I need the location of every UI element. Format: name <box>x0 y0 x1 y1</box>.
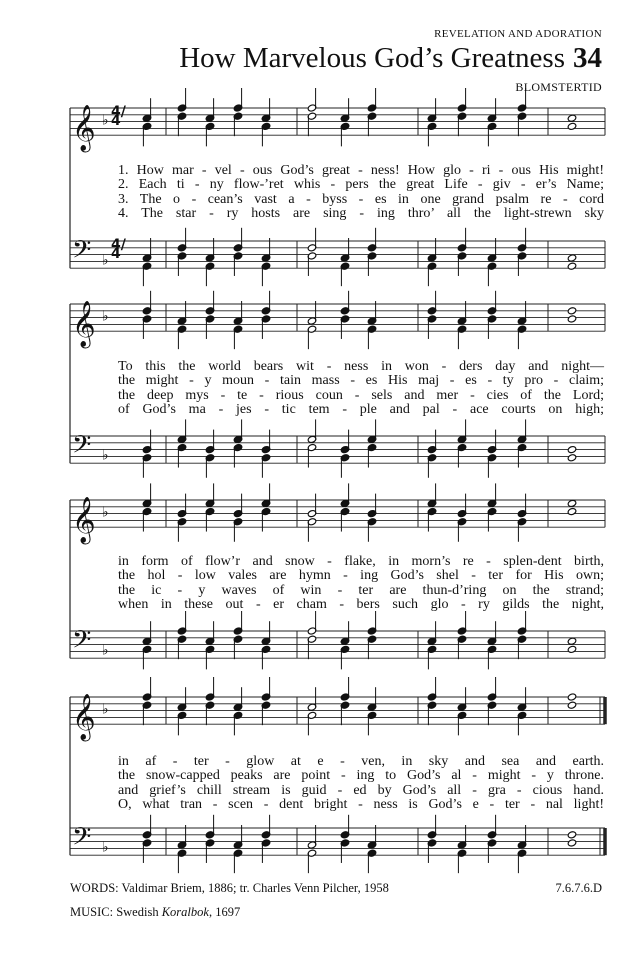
lyric-line: in af - ter - glow at e - ven, in sky and sea and earth. <box>118 754 604 769</box>
note-head <box>567 446 577 454</box>
treble-clef-icon: 𝄞 <box>72 694 96 741</box>
music-source: Koralbok <box>161 905 209 919</box>
note-head <box>567 637 577 645</box>
note-head <box>567 254 577 262</box>
bass-clef-icon: 𝄢 <box>72 430 92 466</box>
note-head <box>567 645 577 653</box>
flat-key-signature: ♭ <box>102 504 109 521</box>
note-head <box>567 839 577 847</box>
note-head <box>567 454 577 462</box>
bass-clef-icon: 𝄢 <box>72 625 92 661</box>
note-head <box>567 122 577 130</box>
lyric-line: of God’s ma - jes - tic tem - ple and pal - ace courts on high; <box>118 401 604 417</box>
lyrics-system-1 <box>118 164 604 221</box>
lyric-line: the hol - low vales are hymn - ing God’s shel - ter for His own; <box>118 568 604 584</box>
lyric-line: the might - y moun - tain mass - es His maj - es - ty pro - claim; <box>118 373 604 389</box>
flat-key-signature: ♭ <box>102 112 109 129</box>
flat-key-signature: ♭ <box>102 447 109 464</box>
lyrics-system-4 <box>118 755 604 812</box>
note-head <box>567 262 577 270</box>
lyric-line: 3. The o - cean’s vast a - byss - es in one grand psalm re - cord <box>118 191 604 207</box>
bass-clef-icon: 𝄢 <box>72 235 92 271</box>
note-head <box>567 499 577 507</box>
music-credit <box>70 905 240 920</box>
meter: 7.6.7.6.D <box>555 881 602 895</box>
note-head <box>567 114 577 122</box>
music-year: , 1697 <box>208 905 241 919</box>
treble-clef-icon: 𝄞 <box>72 497 96 544</box>
note-head <box>567 831 577 839</box>
lyric-line: 1. How mar - vel - ous God’s great - ness! How glo - ri - ous His might! <box>118 163 604 178</box>
lyric-line: To this the world bears wit - ness in won - ders day and night— <box>118 359 604 374</box>
flat-key-signature: ♭ <box>102 308 109 325</box>
music-prefix: Swedish <box>116 905 162 919</box>
music-label: MUSIC: <box>70 905 114 919</box>
lyric-line: in form of flow’r and snow - flake, in morn’s re - splen-dent birth, <box>118 554 604 569</box>
treble-clef-icon: 𝄞 <box>72 105 96 152</box>
words-text: Valdimar Briem, 1886; tr. Charles Venn Pilcher, 1958 <box>121 881 389 895</box>
note-head <box>567 315 577 323</box>
note-head <box>567 701 577 709</box>
flat-key-signature: ♭ <box>102 252 109 269</box>
lyric-line: when in these out - er cham - bers such glo - ry gilds the night, <box>118 596 604 612</box>
lyric-line: the ic - y waves of win - ter are thun-d’ring on the strand; <box>118 582 604 598</box>
note-head <box>567 693 577 701</box>
note-head <box>567 507 577 515</box>
treble-clef-icon: 𝄞 <box>72 301 96 348</box>
section-heading: REVELATION AND ADORATION <box>434 28 602 40</box>
lyrics-system-3 <box>118 555 604 612</box>
flat-key-signature: ♭ <box>102 642 109 659</box>
flat-key-signature: ♭ <box>102 839 109 856</box>
lyric-line: and grief’s chill stream is guid - ed by God’s all - gra - cious hand. <box>118 782 604 798</box>
words-credit <box>70 881 389 896</box>
flat-key-signature: ♭ <box>102 701 109 718</box>
time-signature-treble: 4/4 <box>111 104 126 130</box>
hymn-number: 34 <box>573 42 602 74</box>
lyric-line: O, what tran - scen - dent bright - ness is God’s e - ter - nal light! <box>118 796 604 812</box>
title-text: How Marvelous God’s Greatness <box>179 42 565 74</box>
note-head <box>567 307 577 315</box>
lyric-line: the deep mys - te - rious coun - sels and mer - cies of the Lord; <box>118 387 604 403</box>
lyrics-system-2 <box>118 360 604 417</box>
bass-clef-icon: 𝄢 <box>72 822 92 858</box>
time-signature-bass: 4/4 <box>111 237 126 263</box>
lyric-line: 4. The star - ry hosts are sing - ing thro’ all the light-strewn sky <box>118 205 604 221</box>
tune-name: BLOMSTERTID <box>515 80 602 94</box>
lyric-line: the snow-capped peaks are point - ing to God’s al - might - y throne. <box>118 768 604 784</box>
lyric-line: 2. Each ti - ny flow-’ret whis - pers the great Life - giv - er’s Name; <box>118 177 604 193</box>
words-label: WORDS: <box>70 881 119 895</box>
